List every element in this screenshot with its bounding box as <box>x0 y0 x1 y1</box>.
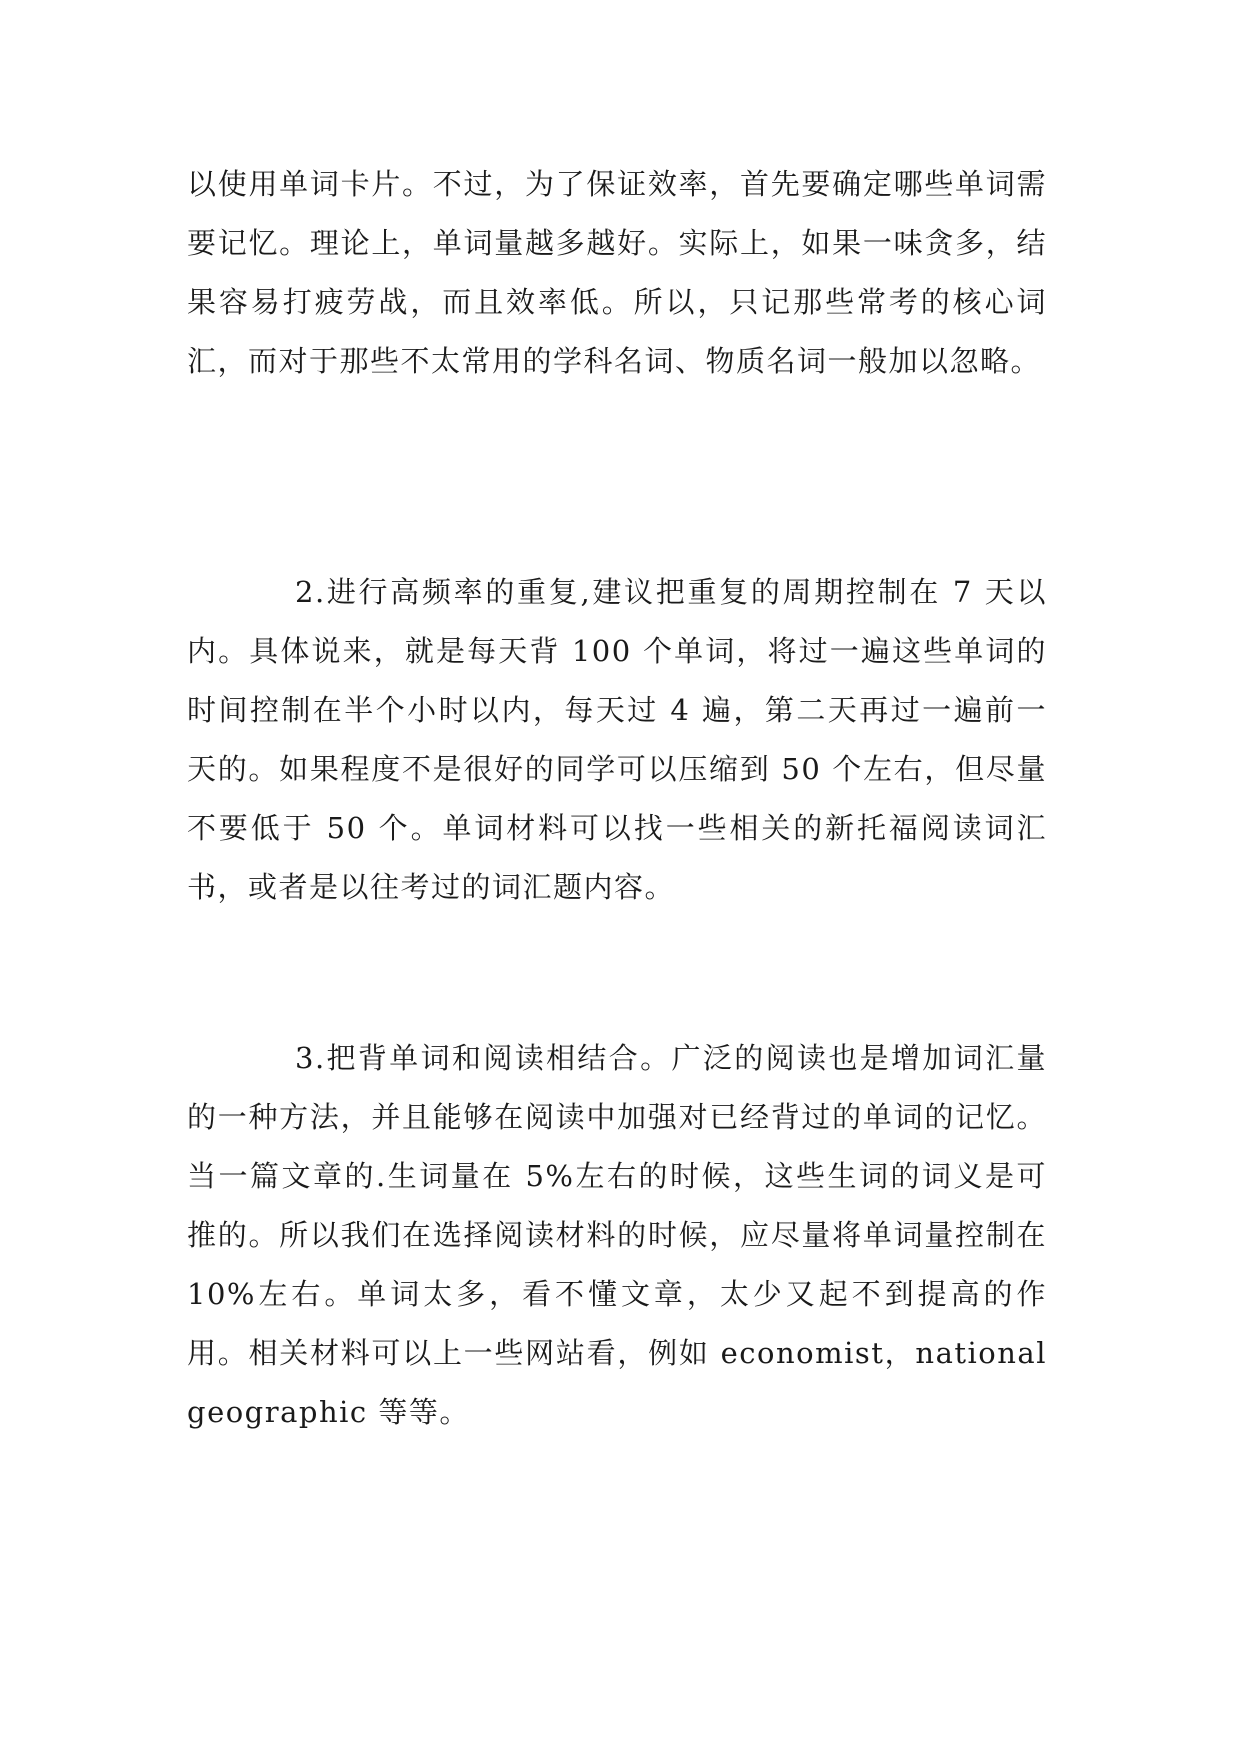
paragraph-word-cards: 以使用单词卡片。不过，为了保证效率，首先要确定哪些单词需要记忆。理论上，单词量越多越好。实际上，如果一味贪多，结果容易打疲劳战，而且效率低。所以，只记那些常考的核心词汇，而对于那些不太常用的学科名词、物质名词一般加以忽略。 <box>187 167 1047 378</box>
paragraph-reading-combination: 3.把背单词和阅读相结合。广泛的阅读也是增加词汇量的一种方法，并且能够在阅读中加强对已经背过的单词的记忆。当一篇文章的.生词量在 5%左右的时候，这些生词的词义是可推的。所以我们在选择阅读材料的时候，应尽量将单词量控制在 10%左右。单词太多，看不懂文章，太少又起不到提高的作用。相关材料可以上一些网站看，例如 economist，national geographic 等等。 <box>187 1041 1047 1429</box>
paragraph-high-frequency-repetition: 2.进行高频率的重复,建议把重复的周期控制在 7 天以内。具体说来，就是每天背 100 个单词，将过一遍这些单词的时间控制在半个小时以内，每天过 4 遍，第二天再过一遍前一天的。如果程度不是很好的同学可以压缩到 50 个左右，但尽量不要低于 50 个。单词材料可以找一些相关的新托福阅读词汇书，或者是以往考过的词汇题内容。 <box>187 575 1047 904</box>
